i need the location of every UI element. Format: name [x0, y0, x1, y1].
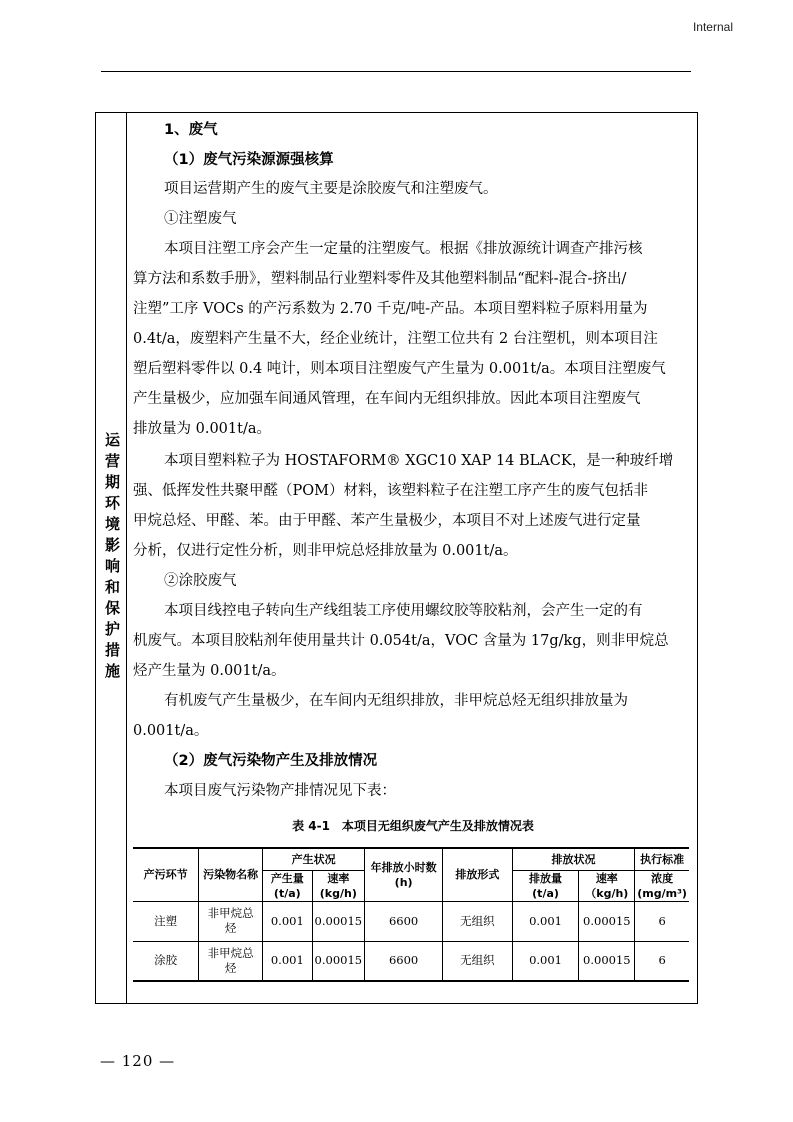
cell-pollutant: 非甲烷总 烃 [199, 941, 263, 981]
subsection-1-title: （1）废气污染源源强核算 [164, 152, 334, 168]
paragraph-line: 甲烷总烃、甲醛、苯。由于甲醛、苯产生量极少，本项目不对上述废气进行定量 [133, 513, 641, 529]
header-pollutant: 污染物名称 [199, 848, 263, 901]
cell-stage: 注塑 [133, 901, 199, 941]
header-label: Internal [692, 20, 733, 34]
section-heading: 1、废气 [164, 122, 218, 138]
cell-gen-rate: 0.00015 [312, 901, 365, 941]
table-row [133, 901, 689, 941]
header-hours: 年排放小时数 (h) [365, 848, 443, 901]
cell-em-rate: 0.00015 [579, 941, 635, 981]
header-form: 排放形式 [443, 848, 513, 901]
cell-gen-amount: 0.001 [263, 901, 312, 941]
cell-form: 无组织 [443, 901, 513, 941]
paragraph-line: 排放量为 0.001t/a。 [133, 421, 271, 437]
content-area [133, 113, 693, 1003]
cell-gen-rate: 0.00015 [312, 941, 365, 981]
paragraph-line: 本项目注塑工序会产生一定量的注塑废气。根据《排放源统计调查产排污核 [164, 241, 643, 257]
intro-paragraph: 项目运营期产生的废气主要是涂胶废气和注塑废气。 [164, 181, 498, 197]
content-frame [95, 112, 698, 1004]
cell-concentration: 6 [635, 901, 689, 941]
paragraph-line: 算方法和系数手册》，塑料制品行业塑料零件及其他塑料制品“配料-混合-挤出/ [133, 271, 627, 287]
paragraph-line: 0.001t/a。 [133, 723, 209, 739]
cell-hours: 6600 [365, 901, 443, 941]
cell-form: 无组织 [443, 941, 513, 981]
header-standard: 执行标准 [635, 848, 689, 870]
header-concentration: 浓度 (mg/m³) [635, 870, 689, 901]
cell-em-amount: 0.001 [512, 901, 579, 941]
header-emission: 排放状况 [512, 848, 635, 870]
paragraph-line: 产生量极少，应加强车间通风管理，在车间内无组织排放。因此本项目注塑废气 [133, 391, 641, 407]
table-intro: 本项目废气污染物产排情况见下表： [164, 783, 396, 799]
header-generation: 产生状况 [263, 848, 365, 870]
table-row [133, 941, 689, 981]
side-column [96, 113, 127, 1003]
side-label: 运营期环境影响和保护措施 [103, 432, 121, 684]
cell-gen-amount: 0.001 [263, 941, 312, 981]
paragraph-line: 本项目线控电子转向生产线组装工序使用螺纹胶等胶粘剂，会产生一定的有 [164, 603, 643, 619]
cell-hours: 6600 [365, 941, 443, 981]
paragraph-line: 有机废气产生量极少，在车间内无组织排放，非甲烷总烃无组织排放量为 [164, 693, 628, 709]
item-2-title: ②涂胶废气 [164, 573, 237, 589]
page-number: — 120 — [100, 1052, 176, 1070]
cell-concentration: 6 [635, 941, 689, 981]
cell-stage: 涂胶 [133, 941, 199, 981]
header-rule [101, 71, 691, 72]
paragraph-line: 0.4t/a，废塑料产生量不大，经企业统计，注塑工位共有 2 台注塑机，则本项目注 [133, 331, 658, 347]
cell-pollutant: 非甲烷总 烃 [199, 901, 263, 941]
cell-em-rate: 0.00015 [579, 901, 635, 941]
header-gen-rate: 速率 (kg/h) [312, 870, 365, 901]
emissions-table [133, 847, 689, 982]
cell-em-amount: 0.001 [512, 941, 579, 981]
subsection-2-title: （2）废气污染物产生及排放情况 [164, 753, 378, 769]
header-em-amount: 排放量 (t/a) [512, 870, 579, 901]
paragraph-line: 强、低挥发性共聚甲醛（POM）材料，该塑料粒子在注塑工序产生的废气包括非 [133, 483, 648, 499]
table-caption: 表 4-1 本项目无组织废气产生及排放情况表 [292, 819, 534, 833]
paragraph-line: 分析，仅进行定性分析，则非甲烷总烃排放量为 0.001t/a。 [133, 543, 518, 559]
item-1-title: ①注塑废气 [164, 211, 237, 227]
paragraph-line: 机废气。本项目胶粘剂年使用量共计 0.054t/a，VOC 含量为 17g/kg，则非甲烷总 [133, 633, 669, 649]
paragraph-line: 塑后塑料零件以 0.4 吨计，则本项目注塑废气产生量为 0.001t/a。本项目注塑废气 [133, 361, 666, 377]
paragraph-line: 本项目塑料粒子为 HOSTAFORM® XGC10 XAP 14 BLACK，是一种玻纤增 [164, 453, 674, 469]
paragraph-line: 烃产生量为 0.001t/a。 [133, 663, 286, 679]
header-em-rate: 速率 （kg/h) [579, 870, 635, 901]
paragraph-line: 注塑”工序 VOCs 的产污系数为 2.70 千克/吨-产品。本项目塑料粒子原料用量为 [133, 301, 648, 317]
header-gen-amount: 产生量 (t/a) [263, 870, 312, 901]
header-stage: 产污环节 [133, 848, 199, 901]
